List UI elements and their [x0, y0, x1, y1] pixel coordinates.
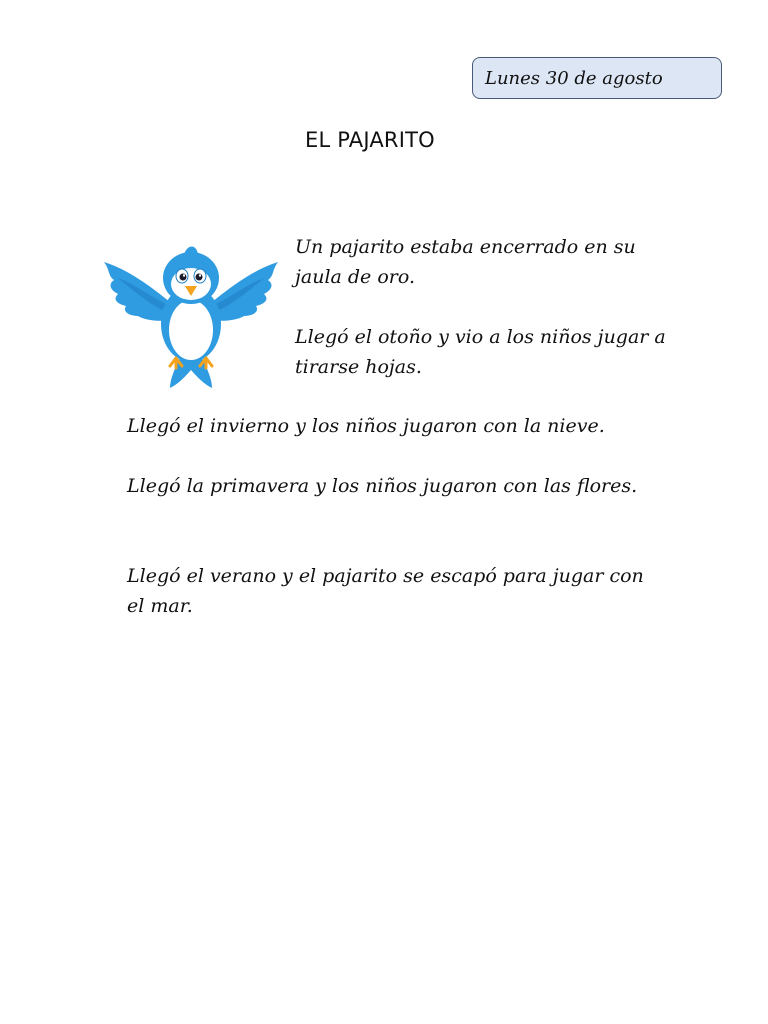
- blue-bird-icon: [100, 240, 282, 390]
- story-title: EL PAJARITO: [305, 128, 435, 152]
- story-paragraph-4: Llegó la primavera y los niños jugaron con las flores.: [127, 475, 638, 497]
- story-paragraph-3: Llegó el invierno y los niños jugaron con la nieve.: [127, 415, 605, 437]
- date-box: [472, 57, 722, 99]
- story-paragraph-5: Llegó el verano y el pajarito se escapó para jugar con el mar.: [127, 565, 644, 617]
- story-paragraph-2: Llegó el otoño y vio a los niños jugar a tirarse hojas.: [295, 326, 666, 378]
- story-paragraph-1: Un pajarito estaba encerrado en su jaula de oro.: [295, 236, 636, 288]
- date-label: Lunes 30 de agosto: [485, 67, 663, 89]
